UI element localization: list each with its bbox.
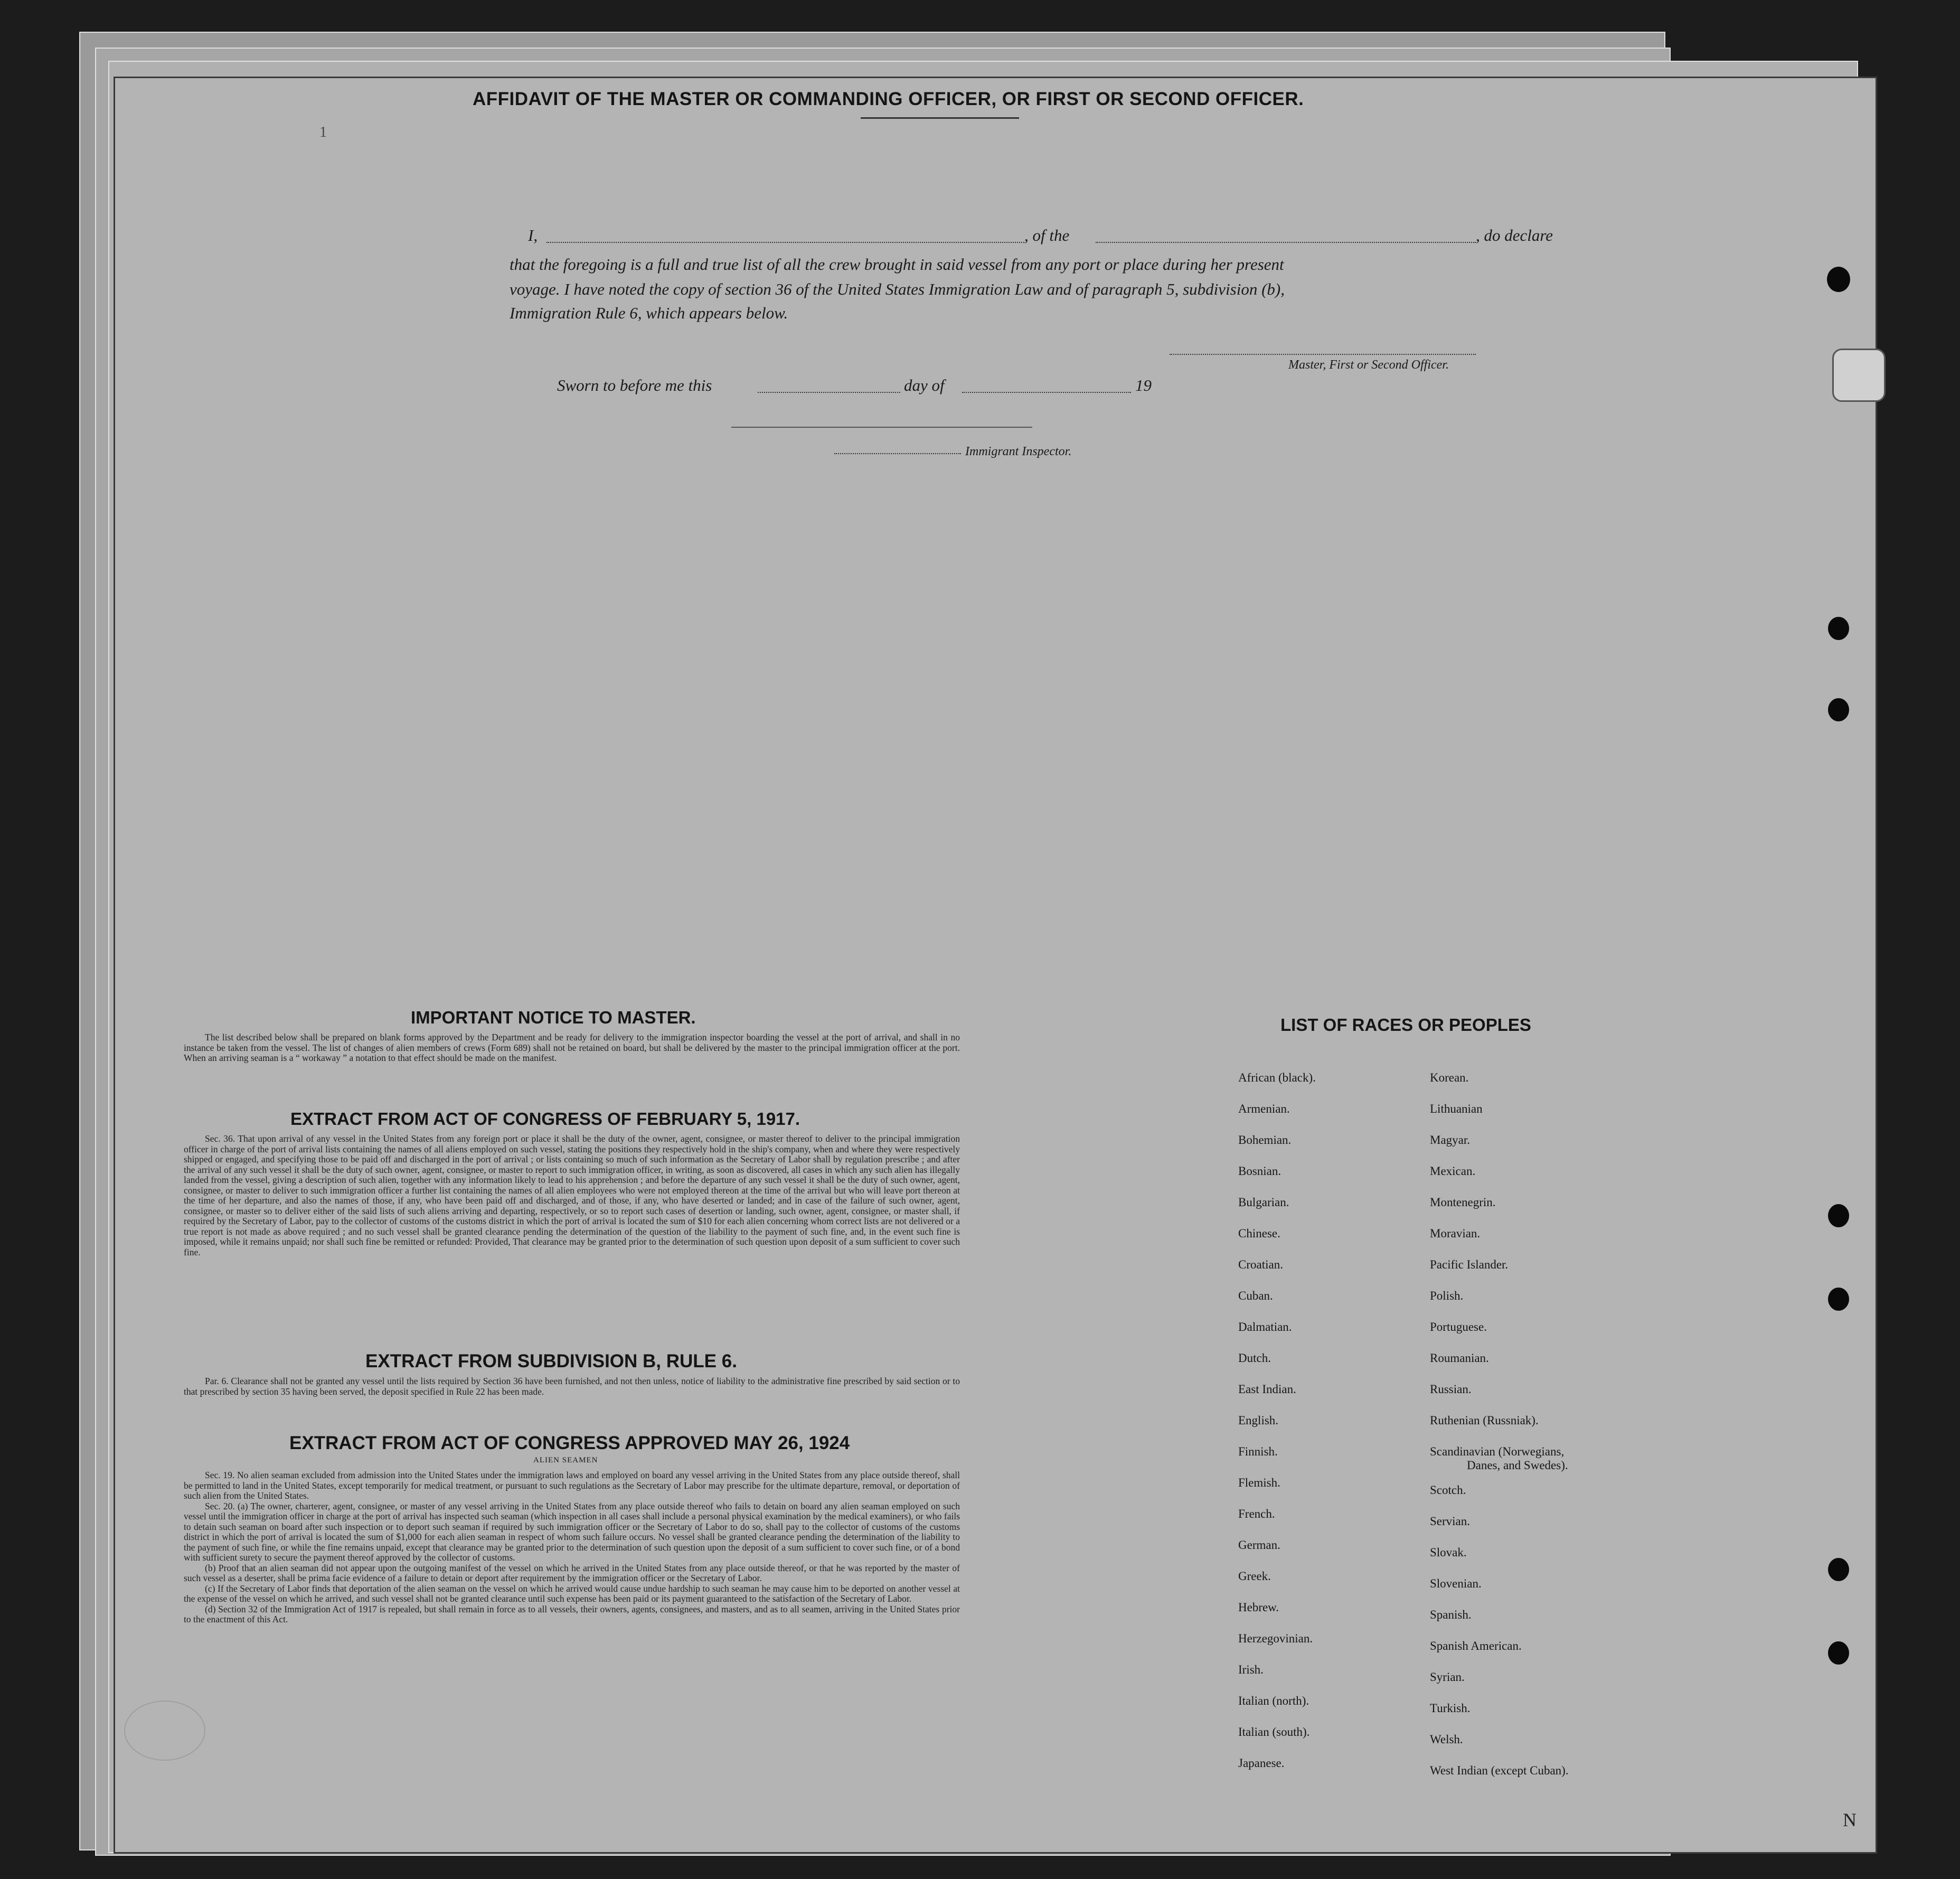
- sec20d-text: (d) Section 32 of the Immigration Act of 1917 is repealed, but shall remain in force as to all vessels, their owners, agents, consignees, and masters, and as to all seamen, arriving in the United States prior to the enactment of this Act.: [184, 1603, 960, 1624]
- race-label: Scotch.: [1430, 1483, 1466, 1497]
- race-label: Mexican.: [1430, 1164, 1476, 1178]
- race-item: [1238, 1289, 1316, 1320]
- race-label: Polish.: [1430, 1289, 1464, 1302]
- race-item: [1238, 1507, 1316, 1538]
- race-item: [1430, 1445, 1569, 1483]
- race-label: Bohemian.: [1238, 1133, 1292, 1147]
- race-item: [1430, 1577, 1569, 1608]
- extract-rule6-heading: EXTRACT FROM SUBDIVISION B, RULE 6.: [365, 1351, 737, 1371]
- race-label: Irish.: [1238, 1663, 1264, 1676]
- race-item: [1430, 1133, 1569, 1164]
- race-item: [1430, 1670, 1569, 1702]
- race-item: [1238, 1351, 1316, 1383]
- notice-heading: IMPORTANT NOTICE TO MASTER.: [411, 1008, 696, 1027]
- race-item: [1238, 1538, 1316, 1570]
- race-label: Ruthenian (Russniak).: [1430, 1414, 1539, 1427]
- race-item: [1238, 1196, 1316, 1227]
- race-item: [1238, 1164, 1316, 1196]
- race-item: [1430, 1258, 1569, 1289]
- race-label: Syrian.: [1430, 1670, 1465, 1684]
- race-label: Slovenian.: [1430, 1577, 1482, 1590]
- race-item: [1430, 1071, 1569, 1102]
- race-label: Herzegovinian.: [1238, 1632, 1313, 1645]
- race-label: Servian.: [1430, 1515, 1471, 1528]
- sec19-text: Sec. 19. No alien seaman excluded from admission into the United States under the immigration laws and employed on board any vessel arriving in the United States from any place outside thereof, shall be permitted to land in the United States, except temporarily for medical treatment, or pursuant to such regulations as the Secretary of Labor may prescribe for the ultimate departure, removal, or deportation of such alien from the United States.: [184, 1470, 960, 1501]
- master-signature-line[interactable]: [1170, 354, 1476, 355]
- race-label: Chinese.: [1238, 1227, 1280, 1240]
- race-label: Turkish.: [1430, 1702, 1471, 1715]
- race-label: Bulgarian.: [1238, 1196, 1289, 1209]
- affidavit-line2: that the foregoing is a full and true list of all the crew brought in said vessel from any port or place during her present: [510, 255, 1284, 274]
- sec36-text: Sec. 36. That upon arrival of any vessel in the United States from any foreign port or place it shall be the duty of the owner, agent, consignee, or master thereof to deliver to the principal immigration officer in charge of the port of arrival lists containing the names of all aliens employed on such vessel, stating the positions they respectively hold in the ship's company, when and where they were respectively shipped or engaged, and specifying those to be paid off and discharged in the port of arrival ; or lists containing so much of such information as the Secretary of Labor shall by regulation prescribe ; and after the arrival of any such vessel it shall be the duty of such owner, agent, consignee, or master to report to such immigration officer, in writing, as soon as discovered, all cases in which any such alien has illegally landed from the vessel, giving a description of such alien, together with any information likely to lead to his apprehension ; and before the departure of any such vessel it shall be the duty of such owner, agent, consignee, or master to deliver to such immigration officer a further list containing the names of all alien employees who were not employed thereon at the time of the arrival but who will leave port thereon at the time of her departure, and also the names of those, if any, who have been paid off and discharged, and of those, if any, who have deserted or landed; and in case of the failure of such owner, agent, consignee, or master so to deliver either of the said lists of such aliens arriving and departing, respectively, or so to report such cases of desertion or landing, such owner, agent, consignee, or master shall, if required by the Secretary of Labor, pay to the collector of customs of the customs district in which the port of arrival is located the sum of $10 for each alien concerning whom correct lists are not delivered or a true report is not made as above required ; and no such vessel shall be granted clearance pending the determination of the question of the liability to the payment of such fine, and, in the event such fine is imposed, while it remains unpaid; nor shall such fine be remitted or refunded: Provided, That clearance may be granted prior to the determination of such question upon deposit of a sum sufficient to cover such fine.: [184, 1133, 960, 1257]
- race-item: [1238, 1694, 1316, 1725]
- sec20b-text: (b) Proof that an alien seaman did not appear upon the outgoing manifest of the vessel on which he arrived in the United States from any place outside thereof, or that he was reported by the master of such vessel as a deserter, shall be prima facie evidence of a failure to detain or deport after requirement by the immigration officer or the Secretary of Labor.: [184, 1562, 960, 1583]
- race-label: Roumanian.: [1430, 1351, 1489, 1365]
- race-item: [1238, 1133, 1316, 1164]
- race-item: [1430, 1608, 1569, 1639]
- affidavit-line4: Immigration Rule 6, which appears below.: [510, 304, 788, 322]
- race-item: [1238, 1071, 1316, 1102]
- extract-1924-heading: EXTRACT FROM ACT OF CONGRESS APPROVED MAY 26, 1924: [289, 1433, 850, 1453]
- race-item: [1238, 1632, 1316, 1663]
- race-item: [1430, 1383, 1569, 1414]
- race-label: Dutch.: [1238, 1351, 1271, 1365]
- race-label: Russian.: [1430, 1383, 1472, 1396]
- race-label: Korean.: [1430, 1071, 1469, 1084]
- race-item: [1238, 1320, 1316, 1351]
- race-label: Hebrew.: [1238, 1601, 1279, 1614]
- sec20c-text: (c) If the Secretary of Labor finds that deportation of the alien seaman on the vessel on which he arrived would cause undue hardship to such seaman he may cause him to be deported on another vessel at the expense of the vessel on which he arrived, and such vessel shall not be granted clearance until such expense has been paid or its payment guaranteed to the satisfaction of the Secretary of Labor.: [184, 1583, 960, 1604]
- race-item: [1430, 1102, 1569, 1133]
- notice-text: The list described below shall be prepared on blank forms approved by the Department and be ready for delivery to the immigration inspector boarding the vessel at the port of arrival, and shall in no instance be taken from the vessel. The list of changes of alien members of crews (Form 689) shall not be retained on board, but shall be delivered by the master to the principal immigration officer at the port. When an arriving seaman is a “ workaway ” a notation to that effect should be made on the manifest.: [184, 1032, 960, 1063]
- race-item: [1430, 1639, 1569, 1670]
- notice-body: [184, 1032, 960, 1064]
- race-label: West Indian (except Cuban).: [1430, 1764, 1569, 1777]
- race-item: [1238, 1227, 1316, 1258]
- affidavit-line3: voyage. I have noted the copy of section 36 of the United States Immigration Law and of paragraph 5, subdivision (b),: [510, 280, 1285, 298]
- race-item: [1238, 1383, 1316, 1414]
- extract-1917-heading: EXTRACT FROM ACT OF CONGRESS OF FEBRUARY 5, 1917.: [290, 1109, 800, 1129]
- sec20a-text: Sec. 20. (a) The owner, charterer, agent, consignee, or master of any vessel arriving in the United States from any place outside thereof who fails to detain on board any alien seaman employed on such vessel until the immigration officer in charge at the port of arrival has inspected such seaman (which inspection in all cases shall include a personal physical examination by the medical examiners), or who fails to detain such seaman on board after such inspection or to deport such seaman if required by such immigration officer or the Secretary of Labor to do so, shall pay to the collector of customs of the customs district in which the port of arrival is located the sum of $1,000 for each alien seaman in respect of whom such failure occurs. No vessel shall be granted clearance pending the determination of the liability to the payment of such fine, or while the fine remains unpaid, except that clearance may be granted prior to the determination of such question upon the deposit of a sum sufficient to cover such fine, or of a bond with sufficient surety to secure the payment thereof approved by the collector of customs.: [184, 1500, 960, 1563]
- race-label: Slovak.: [1430, 1546, 1467, 1559]
- race-label: Bosnian.: [1238, 1164, 1281, 1178]
- race-item: [1430, 1546, 1569, 1577]
- master-signature-caption: Master, First or Second Officer.: [1288, 358, 1449, 372]
- race-item: [1430, 1164, 1569, 1196]
- race-item: [1238, 1601, 1316, 1632]
- races-heading: LIST OF RACES OR PEOPLES: [1280, 1015, 1531, 1035]
- extract-1917-body: [184, 1134, 960, 1257]
- race-label: Welsh.: [1430, 1733, 1463, 1746]
- binding-clip: [1832, 349, 1886, 402]
- race-label: Greek.: [1238, 1570, 1271, 1583]
- race-label: Scandinavian (Norwegians,: [1430, 1445, 1565, 1458]
- affidavit-line1-end: , do declare: [1476, 226, 1553, 245]
- sworn-month-blank[interactable]: [962, 392, 1131, 393]
- race-label: Italian (north).: [1238, 1694, 1309, 1707]
- race-label: East Indian.: [1238, 1383, 1296, 1396]
- race-item: [1430, 1764, 1569, 1795]
- race-label: Dalmatian.: [1238, 1320, 1292, 1333]
- race-label-continued: Danes, and Swedes).: [1467, 1459, 1568, 1472]
- sworn-date-blank[interactable]: [758, 392, 900, 393]
- extract-rule6-body: [184, 1376, 960, 1397]
- inspector-signature-caption: Immigrant Inspector.: [965, 445, 1072, 458]
- punch-hole-4: [1828, 1204, 1849, 1227]
- alien-seamen-subheading: ALIEN SEAMEN: [533, 1456, 598, 1464]
- punch-hole-2: [1828, 617, 1849, 640]
- inspector-upper-line: [731, 427, 1032, 428]
- inspector-signature-line[interactable]: [834, 453, 961, 454]
- race-label: Montenegrin.: [1430, 1196, 1496, 1209]
- race-item: [1430, 1414, 1569, 1445]
- sworn-start: Sworn to before me this: [557, 376, 712, 394]
- corner-number: 1: [319, 124, 327, 140]
- race-label: Italian (south).: [1238, 1725, 1310, 1739]
- affidavit-title: AFFIDAVIT OF THE MASTER OR COMMANDING OFFICER, OR FIRST OR SECOND OFFICER.: [473, 89, 1304, 109]
- race-item: [1430, 1702, 1569, 1733]
- race-label: English.: [1238, 1414, 1279, 1427]
- master-name-blank[interactable]: [546, 242, 1024, 243]
- race-label: Portuguese.: [1430, 1320, 1487, 1333]
- race-label: Spanish American.: [1430, 1639, 1522, 1652]
- punch-hole-6: [1828, 1558, 1849, 1581]
- race-item: [1430, 1483, 1569, 1515]
- race-label: Flemish.: [1238, 1476, 1280, 1489]
- punch-hole-7: [1828, 1641, 1849, 1665]
- extract-1924-body: [184, 1470, 960, 1625]
- race-item: [1238, 1570, 1316, 1601]
- race-item: [1238, 1756, 1316, 1788]
- race-label: Pacific Islander.: [1430, 1258, 1509, 1271]
- race-label: Magyar.: [1430, 1133, 1471, 1147]
- punch-hole-5: [1828, 1288, 1849, 1311]
- race-label: Moravian.: [1430, 1227, 1481, 1240]
- punch-hole-3: [1828, 698, 1849, 721]
- sworn-day-of: day of: [904, 376, 945, 394]
- affidavit-title-rule: [861, 117, 1019, 119]
- race-item: [1430, 1515, 1569, 1546]
- race-item: [1430, 1351, 1569, 1383]
- race-item: [1430, 1320, 1569, 1351]
- race-item: [1430, 1227, 1569, 1258]
- race-label: Lithuanian: [1430, 1102, 1483, 1115]
- race-label: African (black).: [1238, 1071, 1316, 1084]
- race-item: [1238, 1258, 1316, 1289]
- punch-hole-1: [1827, 267, 1850, 292]
- sworn-year: 19: [1135, 376, 1152, 394]
- race-label: Spanish.: [1430, 1608, 1472, 1621]
- par6-text: Par. 6. Clearance shall not be granted any vessel until the lists required by Section 36 have been furnished, and not then unless, notice of liability to the administrative fine prescribed by said section or to that prescribed by section 35 having been served, the deposit specified in Rule 22 has been made.: [184, 1376, 960, 1397]
- race-label: German.: [1238, 1538, 1280, 1552]
- faded-stamp: [124, 1701, 205, 1761]
- race-label: Armenian.: [1238, 1102, 1290, 1115]
- race-label: Japanese.: [1238, 1756, 1285, 1770]
- races-column-1: [1238, 1071, 1316, 1788]
- race-item: [1238, 1414, 1316, 1445]
- race-label: Cuban.: [1238, 1289, 1273, 1302]
- race-item: [1430, 1196, 1569, 1227]
- race-label: French.: [1238, 1507, 1275, 1520]
- race-label: Finnish.: [1238, 1445, 1278, 1458]
- race-item: [1238, 1663, 1316, 1694]
- races-column-2: [1430, 1071, 1569, 1795]
- affidavit-line1-mid: , of the: [1024, 226, 1070, 245]
- affidavit-line1-start: I,: [528, 226, 538, 245]
- race-label: Croatian.: [1238, 1258, 1283, 1271]
- race-item: [1430, 1289, 1569, 1320]
- bottom-right-mark: N: [1843, 1809, 1857, 1830]
- race-item: [1238, 1445, 1316, 1476]
- race-item: [1238, 1476, 1316, 1507]
- race-item: [1430, 1733, 1569, 1764]
- race-item: [1238, 1102, 1316, 1133]
- race-item: [1238, 1725, 1316, 1756]
- vessel-name-blank[interactable]: [1096, 242, 1476, 243]
